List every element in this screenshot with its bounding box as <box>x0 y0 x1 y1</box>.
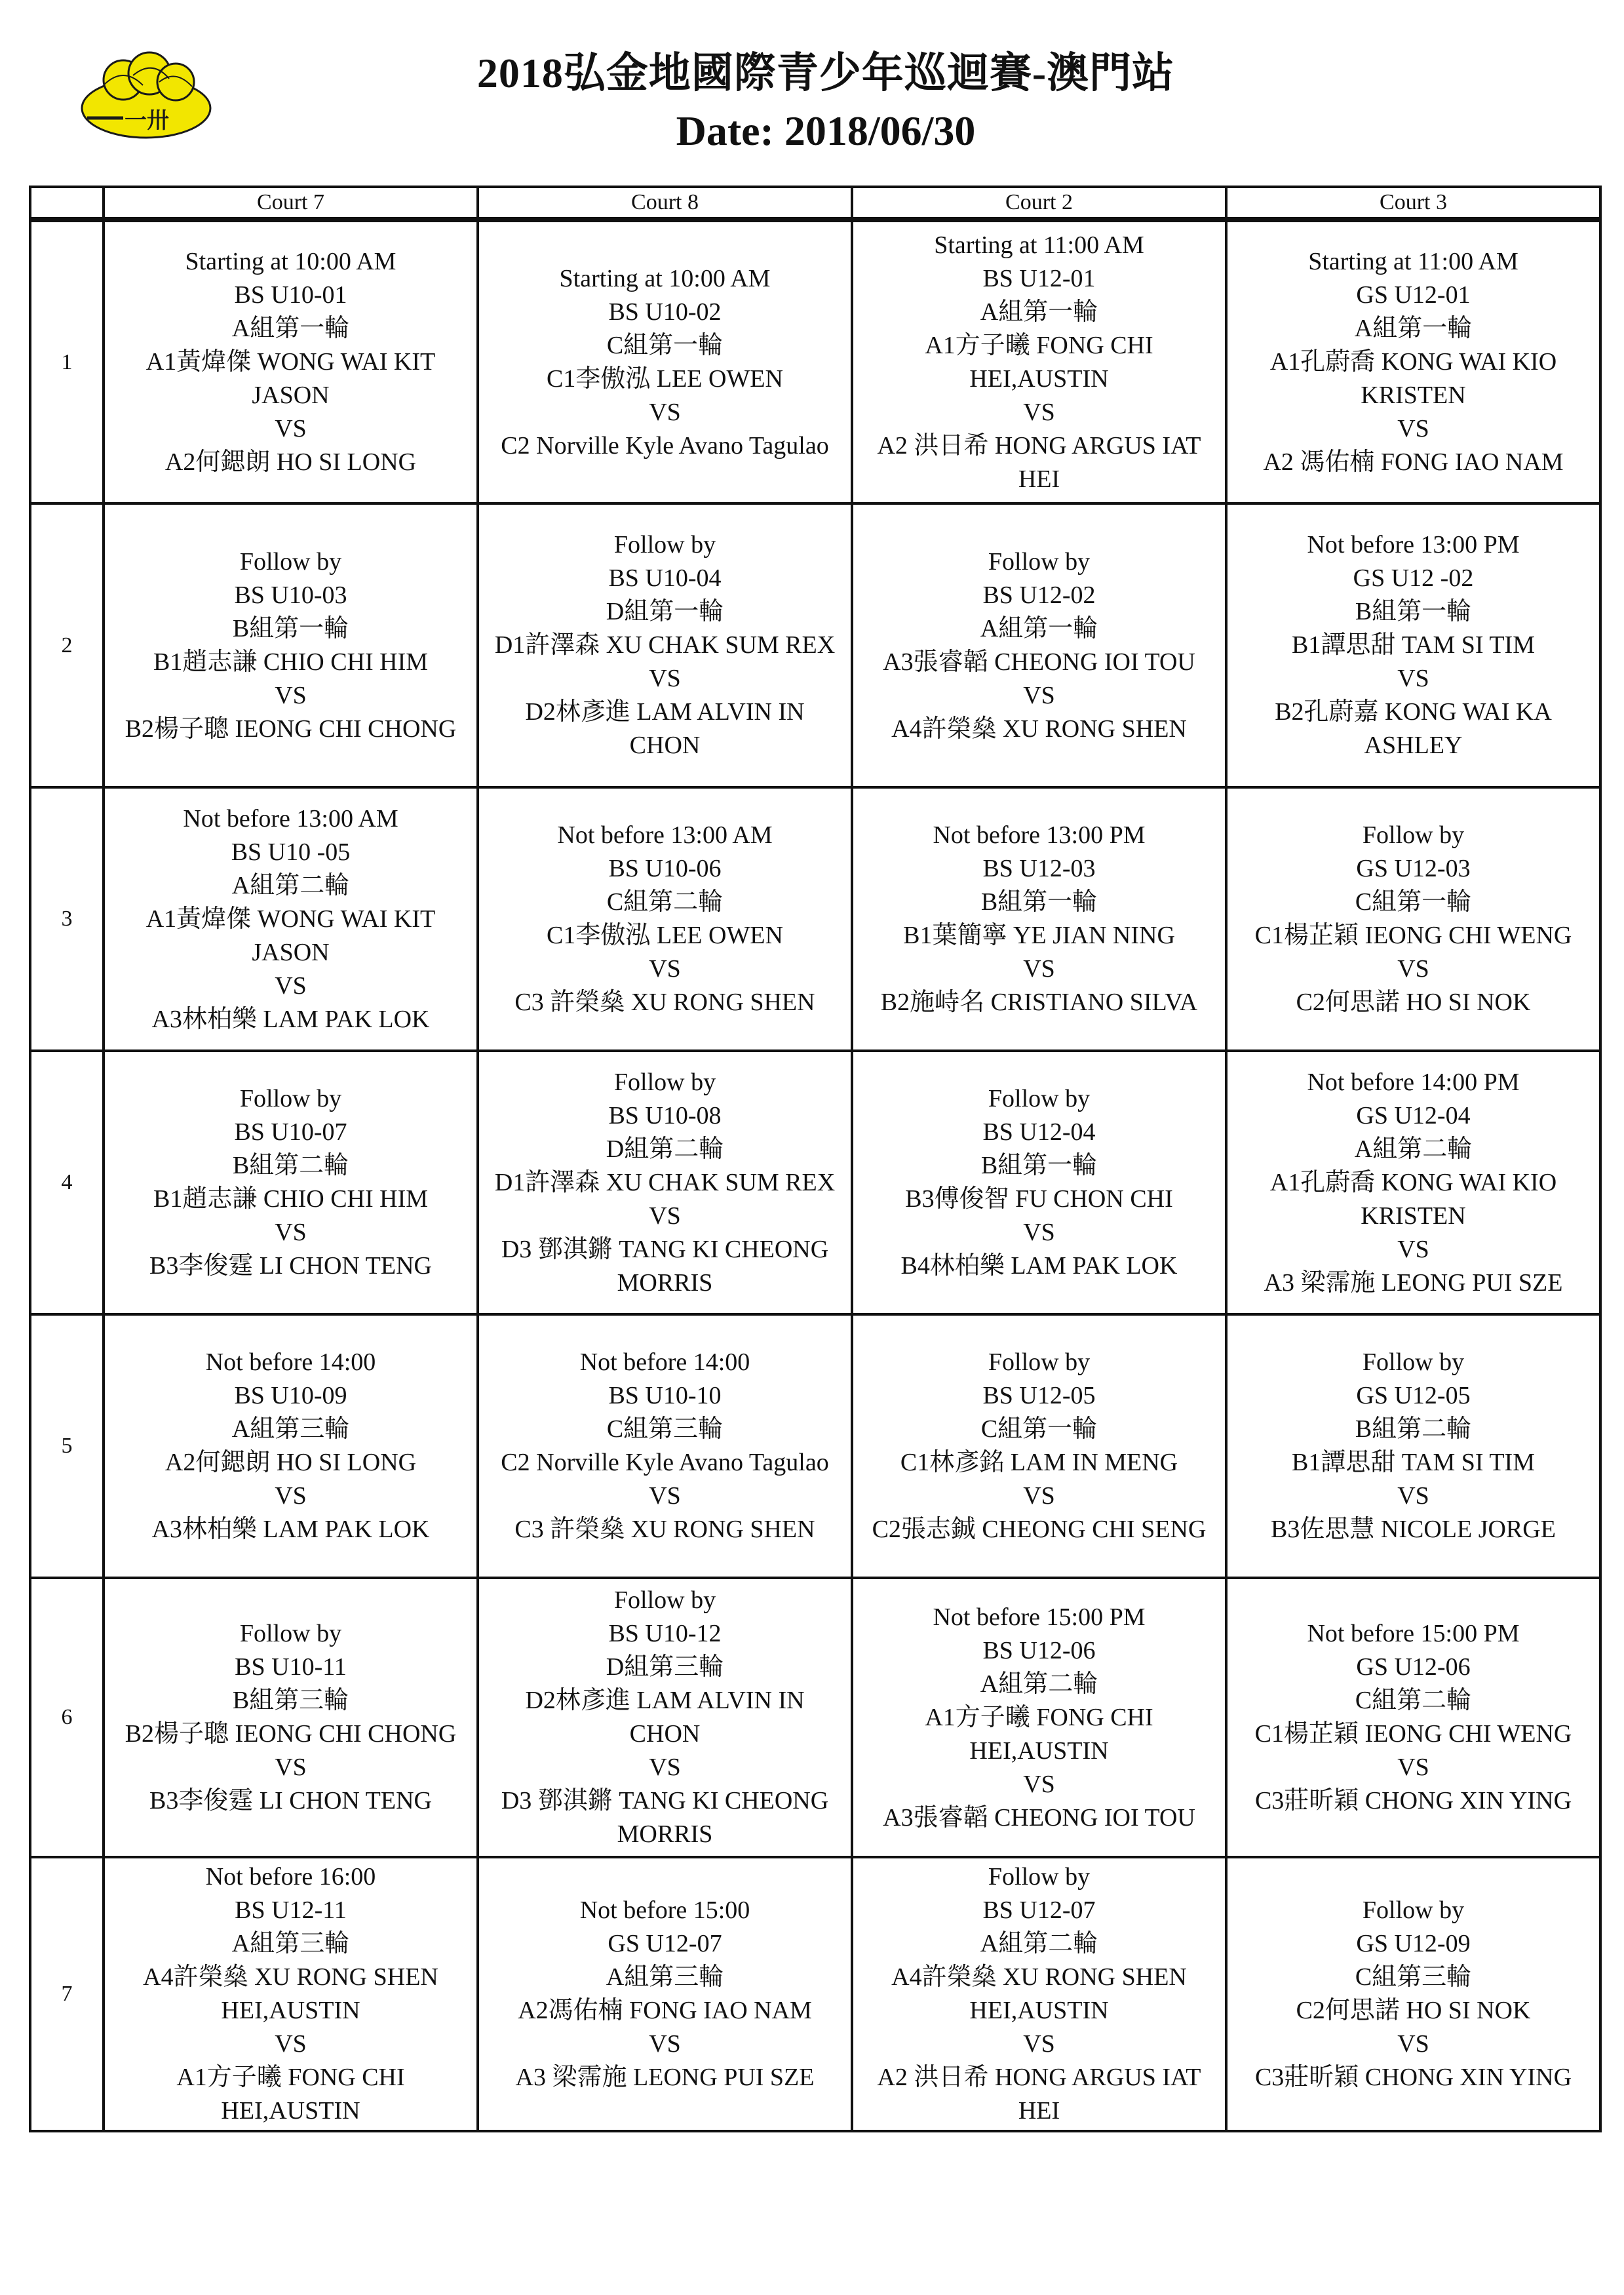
match-line: BS U10-12 <box>608 1620 722 1647</box>
match-line: B2施峙名 CRISTIANO SILVA <box>880 989 1198 1016</box>
match-line: BS U10-09 <box>234 1382 347 1409</box>
match-line: A1方子曦 FONG CHI <box>176 2064 405 2091</box>
match-line: C1楊芷穎 IEONG CHI WENG <box>1254 1720 1572 1748</box>
table-row <box>30 1051 1600 1314</box>
match-line: Follow by <box>988 547 1091 576</box>
match-line: MORRIS <box>617 1268 713 1297</box>
match-line: D1許澤森 XU CHAK SUM REX <box>494 1168 836 1196</box>
match-cell <box>478 1314 852 1578</box>
match-line: B組第二輪 <box>1355 1415 1472 1443</box>
match-line: A3林柏樂 LAM PAK LOK <box>151 1516 430 1543</box>
match-line: GS U12-03 <box>1356 855 1471 882</box>
match-line: A4許榮燊 XU RONG SHEN <box>891 1963 1187 1991</box>
match-line: A2 馮佑楠 FONG IAO NAM <box>1263 448 1564 476</box>
match-line: C2何思諾 HO SI NOK <box>1296 1997 1531 2024</box>
match-line: VS <box>275 2030 307 2058</box>
table-row <box>30 220 1600 503</box>
match-line: B2楊子聰 IEONG CHI CHONG <box>125 715 457 743</box>
header-row <box>30 187 1600 220</box>
match-line: VS <box>275 415 307 442</box>
match-line: Starting at 10:00 AM <box>185 248 396 275</box>
match-cell <box>478 503 852 787</box>
match-line: B4林柏樂 LAM PAK LOK <box>900 1252 1178 1280</box>
match-line: VS <box>649 1482 681 1510</box>
match-line: C1李傲泓 LEE OWEN <box>547 364 783 393</box>
logo-mark: 一卅 <box>125 108 169 134</box>
match-cell <box>478 220 852 503</box>
column-header-court-2: Court 2 <box>852 187 1226 220</box>
row-number: 3 <box>30 787 104 1051</box>
match-line: C1李傲泓 LEE OWEN <box>547 922 783 949</box>
match-line: BS U12-07 <box>982 1896 1096 1924</box>
match-line: Not before 14:00 <box>205 1348 376 1376</box>
match-line: A1方子曦 FONG CHI <box>925 331 1153 359</box>
match-cell <box>1226 503 1600 787</box>
match-line: BS U12-01 <box>982 264 1096 292</box>
match-line: HEI,AUSTIN <box>221 2097 360 2125</box>
match-line: D組第三輪 <box>606 1653 724 1681</box>
match-line: C組第二輪 <box>1355 1687 1472 1714</box>
match-line: MORRIS <box>617 1820 713 1848</box>
match-line: VS <box>649 955 681 983</box>
match-line: D3 鄧淇鏘 TANG KI CHEONG <box>501 1235 829 1263</box>
match-line: HEI <box>1018 465 1060 493</box>
match-line: A組第二輪 <box>231 871 350 899</box>
match-line: Starting at 10:00 AM <box>559 264 771 292</box>
match-cell <box>852 787 1226 1051</box>
match-line: C2何思諾 HO SI NOK <box>1296 989 1531 1016</box>
match-line: HEI,AUSTIN <box>969 364 1109 393</box>
match-line: Follow by <box>239 1620 342 1647</box>
match-line: BS U10-10 <box>608 1382 722 1409</box>
match-line: VS <box>1397 665 1429 692</box>
match-line: A2 洪日希 HONG ARGUS IAT <box>877 431 1201 460</box>
match-line: Not before 14:00 <box>579 1348 750 1376</box>
match-line: VS <box>275 1482 307 1510</box>
match-line: GS U12-05 <box>1356 1382 1471 1409</box>
match-line: A組第三輪 <box>231 1930 350 1957</box>
logo-icon <box>77 46 215 144</box>
match-line: B3李俊霆 LI CHON TENG <box>149 1787 432 1814</box>
match-cell <box>1226 220 1600 503</box>
match-line: C2 Norville Kyle Avano Tagulao <box>501 1449 829 1476</box>
match-cell <box>1226 1314 1600 1578</box>
match-cell <box>1226 1578 1600 1857</box>
match-line: A3張睿韜 CHEONG IOI TOU <box>883 1803 1195 1832</box>
match-line: C2 Norville Kyle Avano Tagulao <box>501 431 829 460</box>
match-line: D3 鄧淇鏘 TANG KI CHEONG <box>501 1787 829 1814</box>
match-line: Not before 13:00 AM <box>557 821 773 849</box>
match-line: A組第二輪 <box>980 1670 1098 1698</box>
match-line: A3 梁霈施 LEONG PUI SZE <box>515 2064 815 2091</box>
match-line: B組第二輪 <box>232 1152 349 1179</box>
match-line: A組第三輪 <box>231 1415 350 1443</box>
match-cell <box>478 1857 852 2131</box>
row-number: 1 <box>30 220 104 503</box>
match-line: B組第一輪 <box>232 614 349 642</box>
match-schedule-table <box>29 186 1602 2132</box>
column-header-index <box>30 187 104 220</box>
match-line: VS <box>1397 1754 1429 1781</box>
match-line: Follow by <box>1362 1348 1465 1376</box>
match-line: VS <box>1023 955 1055 983</box>
match-line: A組第一輪 <box>1354 315 1473 342</box>
match-line: B1葉簡寧 YE JIAN NING <box>903 922 1175 949</box>
match-line: C3 許榮燊 XU RONG SHEN <box>514 1516 815 1543</box>
match-line: C1楊芷穎 IEONG CHI WENG <box>1254 922 1572 949</box>
match-line: A2何鍶朗 HO SI LONG <box>164 1449 417 1476</box>
match-line: Follow by <box>988 1085 1091 1112</box>
match-line: GS U12-01 <box>1356 281 1471 309</box>
match-line: VS <box>649 398 681 426</box>
table-row <box>30 1314 1600 1578</box>
match-line: KRISTEN <box>1361 1202 1466 1230</box>
match-line: A1黃煒傑 WONG WAI KIT <box>145 905 436 933</box>
match-line: A組第一輪 <box>231 315 350 342</box>
match-line: A1黃煒傑 WONG WAI KIT <box>145 348 436 376</box>
match-line: C組第三輪 <box>606 1415 724 1443</box>
match-line: B1譚思甜 TAM SI TIM <box>1291 631 1535 659</box>
match-line: Not before 16:00 <box>205 1863 376 1891</box>
match-cell <box>104 220 478 503</box>
match-line: Follow by <box>988 1348 1091 1376</box>
match-line: HEI,AUSTIN <box>969 1736 1109 1765</box>
match-line: C3 許榮燊 XU RONG SHEN <box>514 989 815 1016</box>
match-line: C3莊昕穎 CHONG XIN YING <box>1254 2064 1572 2091</box>
match-line: B組第一輪 <box>980 888 1098 916</box>
match-line: Follow by <box>613 531 716 559</box>
match-line: C組第一輪 <box>606 331 724 359</box>
match-line: GS U12-06 <box>1356 1653 1471 1681</box>
match-line: BS U10-07 <box>234 1118 347 1146</box>
match-line: A組第三輪 <box>606 1963 724 1991</box>
match-line: VS <box>649 1202 681 1230</box>
match-line: C組第三輪 <box>1355 1963 1472 1991</box>
match-line: Not before 15:00 PM <box>933 1603 1146 1631</box>
match-cell <box>852 220 1226 503</box>
match-line: Not before 15:00 PM <box>1307 1620 1520 1647</box>
match-line: C2張志鋮 CHEONG CHI SENG <box>872 1516 1207 1543</box>
match-cell <box>1226 787 1600 1051</box>
match-line: D組第二輪 <box>606 1135 724 1163</box>
match-cell <box>104 1314 478 1578</box>
match-line: BS U10-01 <box>234 281 347 309</box>
match-line: A4許榮燊 XU RONG SHEN <box>143 1963 438 1991</box>
match-line: C3莊昕穎 CHONG XIN YING <box>1254 1787 1572 1814</box>
match-cell <box>852 503 1226 787</box>
match-line: VS <box>275 1219 307 1246</box>
match-line: C1林彥銘 LAM IN MENG <box>900 1449 1178 1476</box>
match-line: VS <box>649 665 681 692</box>
match-line: A1孔蔚喬 KONG WAI KIO <box>1269 348 1557 376</box>
match-line: B1譚思甜 TAM SI TIM <box>1291 1449 1535 1476</box>
match-line: VS <box>1397 955 1429 983</box>
match-cell <box>104 787 478 1051</box>
match-line: A3 梁霈施 LEONG PUI SZE <box>1264 1268 1563 1297</box>
match-line: VS <box>1023 681 1055 709</box>
match-line: Follow by <box>239 547 342 576</box>
match-line: Starting at 11:00 AM <box>1308 248 1518 275</box>
match-cell <box>478 787 852 1051</box>
match-line: JASON <box>252 382 330 409</box>
page-title: 2018弘金地國際青少年巡迴賽-澳門站 <box>476 50 1175 96</box>
match-line: B3傅俊智 FU CHON CHI <box>905 1185 1173 1213</box>
match-line: VS <box>1023 1219 1055 1246</box>
match-line: HEI,AUSTIN <box>969 1997 1109 2024</box>
match-line: BS U12-02 <box>982 581 1096 609</box>
match-cell <box>1226 1857 1600 2131</box>
match-line: A3林柏樂 LAM PAK LOK <box>151 1005 430 1033</box>
match-line: Not before 13:00 PM <box>1307 531 1520 559</box>
row-number: 7 <box>30 1857 104 2131</box>
match-line: BS U10-02 <box>608 298 722 326</box>
match-line: VS <box>1397 415 1429 442</box>
match-line: C組第一輪 <box>980 1415 1098 1443</box>
match-line: A4許榮燊 XU RONG SHEN <box>891 715 1187 743</box>
match-line: D1許澤森 XU CHAK SUM REX <box>494 631 836 659</box>
match-line: VS <box>275 1754 307 1781</box>
match-line: VS <box>275 681 307 709</box>
match-line: Not before 15:00 <box>579 1896 750 1924</box>
row-number: 6 <box>30 1578 104 1857</box>
table-row <box>30 1578 1600 1857</box>
match-line: B組第三輪 <box>232 1687 349 1714</box>
match-line: B2孔蔚嘉 KONG WAI KA <box>1275 698 1552 726</box>
match-line: BS U12-05 <box>982 1382 1096 1409</box>
match-line: BS U12-04 <box>982 1118 1096 1146</box>
match-cell <box>1226 1051 1600 1314</box>
match-line: Follow by <box>1362 1896 1465 1924</box>
match-line: D2林彥進 LAM ALVIN IN <box>525 698 805 726</box>
match-line: D組第一輪 <box>606 598 724 625</box>
match-line: B3佐思慧 NICOLE JORGE <box>1271 1516 1556 1543</box>
match-cell <box>852 1314 1226 1578</box>
match-line: A3張睿韜 CHEONG IOI TOU <box>883 648 1195 676</box>
match-line: Not before 13:00 PM <box>933 821 1146 849</box>
match-line: ASHLEY <box>1364 732 1463 759</box>
table-row <box>30 1857 1600 2131</box>
match-line: A1方子曦 FONG CHI <box>925 1703 1153 1731</box>
match-line: CHON <box>629 1720 701 1748</box>
match-line: BS U10-08 <box>608 1101 722 1129</box>
match-cell <box>104 1578 478 1857</box>
match-line: A2何鍶朗 HO SI LONG <box>164 448 417 476</box>
match-cell <box>104 1857 478 2131</box>
match-line: Follow by <box>1362 821 1465 849</box>
match-line: GS U12-07 <box>608 1930 722 1957</box>
match-line: HEI,AUSTIN <box>221 1997 360 2024</box>
match-cell <box>852 1857 1226 2131</box>
match-line: D2林彥進 LAM ALVIN IN <box>525 1687 805 1714</box>
match-line: VS <box>1023 1770 1055 1798</box>
row-number: 5 <box>30 1314 104 1578</box>
match-line: A組第一輪 <box>980 298 1098 326</box>
match-line: B1趙志謙 CHIO CHI HIM <box>153 648 429 676</box>
match-line: BS U10 -05 <box>231 838 351 866</box>
match-cell <box>478 1578 852 1857</box>
match-cell <box>104 1051 478 1314</box>
match-line: B組第一輪 <box>980 1152 1098 1179</box>
match-line: BS U10-04 <box>608 564 722 592</box>
match-line: A組第二輪 <box>1354 1135 1473 1163</box>
match-line: GS U12-04 <box>1356 1101 1471 1129</box>
match-line: VS <box>275 971 307 1000</box>
match-line: A組第一輪 <box>980 614 1098 642</box>
match-line: Follow by <box>988 1863 1091 1891</box>
tournament-logo <box>77 46 215 144</box>
match-line: Follow by <box>613 1586 716 1614</box>
match-line: BS U12-11 <box>235 1896 347 1924</box>
match-line: VS <box>1023 1482 1055 1510</box>
match-line: GS U12 -02 <box>1353 564 1474 592</box>
match-line: Follow by <box>613 1068 716 1096</box>
row-number: 2 <box>30 503 104 787</box>
match-cell <box>478 1051 852 1314</box>
match-line: BS U10-03 <box>234 581 347 609</box>
match-line: A1孔蔚喬 KONG WAI KIO <box>1269 1168 1557 1196</box>
match-line: Not before 13:00 AM <box>183 804 398 833</box>
column-header-court-3: Court 3 <box>1226 187 1600 220</box>
match-line: Starting at 11:00 AM <box>934 231 1144 259</box>
match-line: C組第二輪 <box>606 888 724 916</box>
match-line: VS <box>1397 1235 1429 1263</box>
match-line: BS U12-06 <box>982 1636 1096 1664</box>
match-line: VS <box>1023 2030 1055 2058</box>
match-line: GS U12-09 <box>1356 1930 1471 1957</box>
match-line: BS U10-11 <box>235 1653 347 1681</box>
table-row <box>30 503 1600 787</box>
match-line: A2 洪日希 HONG ARGUS IAT <box>877 2064 1201 2091</box>
match-line: HEI <box>1018 2097 1060 2125</box>
match-line: VS <box>649 1754 681 1781</box>
match-cell <box>852 1051 1226 1314</box>
match-line: CHON <box>629 732 701 759</box>
match-cell <box>104 503 478 787</box>
event-date: Date: 2018/06/30 <box>676 108 976 154</box>
match-line: Not before 14:00 PM <box>1307 1068 1520 1096</box>
match-line: A組第二輪 <box>980 1930 1098 1957</box>
match-cell <box>852 1578 1226 1857</box>
match-line: A2馮佑楠 FONG IAO NAM <box>518 1997 812 2024</box>
match-line: C組第一輪 <box>1355 888 1472 916</box>
column-header-court-8: Court 8 <box>478 187 852 220</box>
column-header-court-7: Court 7 <box>104 187 478 220</box>
match-line: BS U12-03 <box>982 855 1096 882</box>
match-line: Follow by <box>239 1085 342 1112</box>
match-line: VS <box>1397 2030 1429 2058</box>
match-line: VS <box>649 2030 681 2058</box>
match-line: BS U10-06 <box>608 855 722 882</box>
match-line: KRISTEN <box>1361 382 1466 409</box>
row-number: 4 <box>30 1051 104 1314</box>
match-line: B1趙志謙 CHIO CHI HIM <box>153 1185 429 1213</box>
table-row <box>30 787 1600 1051</box>
match-line: JASON <box>252 938 330 966</box>
match-line: VS <box>1397 1482 1429 1510</box>
match-line: B2楊子聰 IEONG CHI CHONG <box>125 1720 457 1748</box>
match-line: B3李俊霆 LI CHON TENG <box>149 1252 432 1280</box>
match-line: B組第一輪 <box>1355 598 1472 625</box>
match-line: VS <box>1023 398 1055 426</box>
